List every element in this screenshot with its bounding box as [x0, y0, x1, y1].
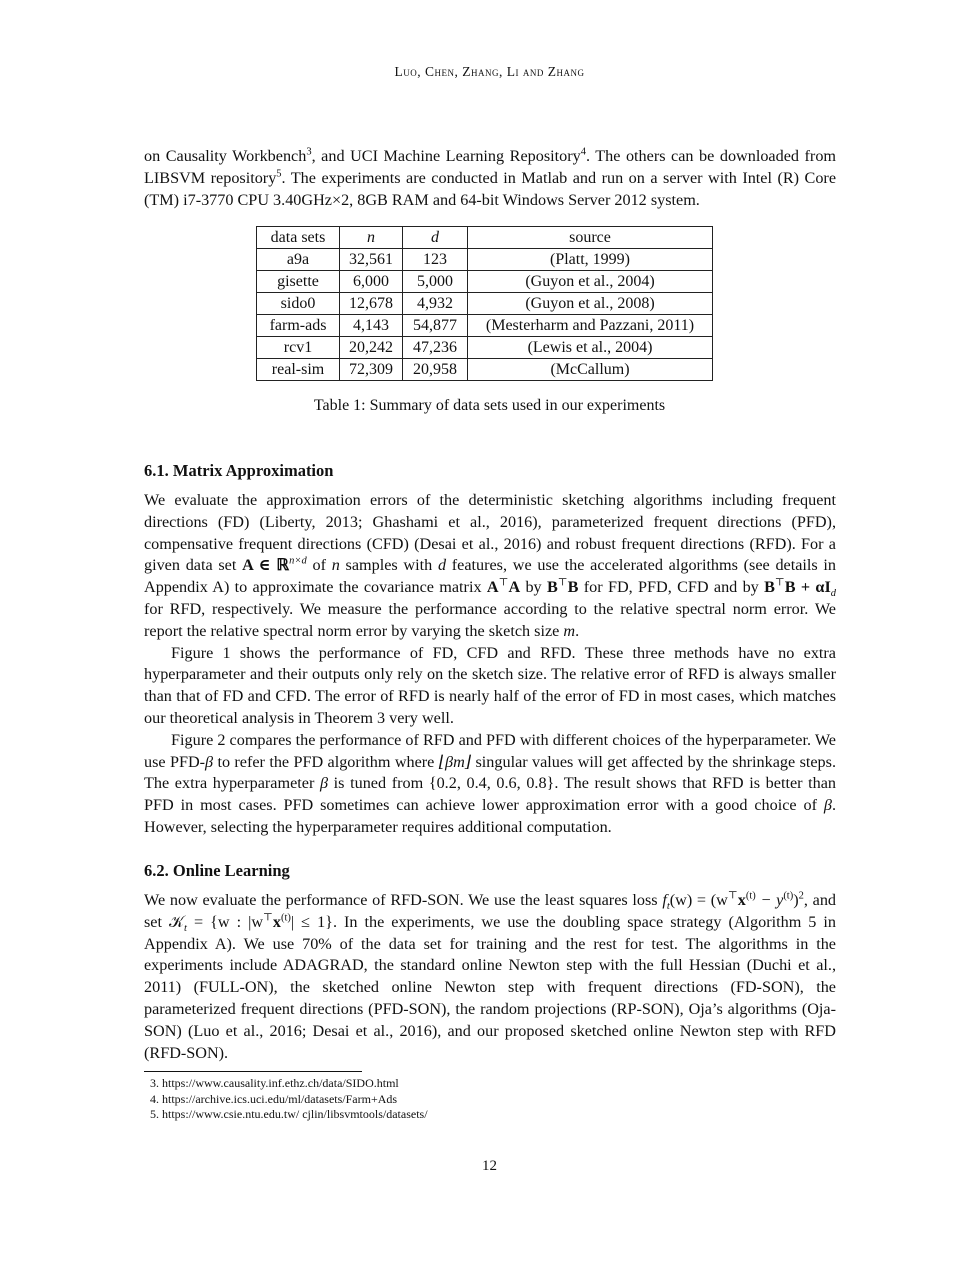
- intro-text-4: . The experiments are conducted in Matlab and run on a server with Intel (R) Core (TM) i7-3770 CPU 3.40GHz×2, 8GB RAM and 64-bit Windows Server 2012 system.: [144, 168, 837, 209]
- col-header-d: d: [403, 227, 468, 249]
- text-run: singular values will get affected by the shrinkage steps. The extra hyperparameter: [144, 752, 836, 793]
- paragraph-6-1-c: [144, 730, 836, 839]
- text-run: features, we use the accelerated algorithms (see details in Appendix A) to approximate the covariance matrix: [144, 556, 837, 597]
- math-loss: $f_t(w) = (w^⊤x^{(t)} - y^{(t)})^2$: [662, 890, 804, 913]
- text-run: Figure 2 compares the performance of RFD and PFD with different choices of the hyperparameter. We use PFD-: [144, 730, 836, 771]
- intro-text-1: on Causality Workbench: [144, 147, 307, 165]
- table-row: [257, 271, 713, 293]
- datasets-table-wrap: [256, 226, 713, 381]
- table-cell: 123: [403, 249, 468, 271]
- table-cell: 20,242: [340, 337, 403, 359]
- math-BtB: B⊤B: [546, 577, 579, 597]
- intro-paragraph: [144, 146, 836, 211]
- table-cell: sido0: [257, 293, 340, 315]
- text-run: to refer the PFD algorithm where: [213, 752, 439, 771]
- text-run: . In the experiments, we use the doubling space strategy (Algorithm 5 in Appendix A). We use 70% of the data set for training and the rest for test. The algorithms in the experiments include ADAGRAD, the standard online Newton step with the full Hessian (Duchi et al., 2011) (FULL-ON), the sketched online Newton step with frequent directions (FD-SON), the parameterized frequent directions (PFD-SON), the random projections (RP-SON), Oja’s algorithms (Oja-SON) (Luo et al., 2016; Desai et al., 2016), and our proposed sketched online Newton step with RFD (RFD-SON).: [144, 912, 836, 1062]
- text-run: We evaluate the approximation errors of the deterministic sketching algorithms including frequent directions (FD) (Liberty, 2013; Ghashami et al., 2016), parameterized frequent directions (PFD), compensative frequent directions (CFD) (Desai et al., 2016) and robust frequent directions (RFD). For a given data set: [144, 491, 836, 575]
- math-floor-beta-m: ⌊βm⌋: [438, 752, 472, 771]
- footnote-4[interactable]: 4. https://archive.ics.uci.edu/ml/datasets/Farm+Ads: [150, 1091, 398, 1106]
- section-heading-6-2: 6.2. Online Learning: [144, 861, 290, 880]
- math-beta-set: {0.2, 0.4, 0.6, 0.8}: [428, 774, 555, 793]
- table-cell: (Guyon et al., 2008): [468, 293, 713, 315]
- table-cell: (Lewis et al., 2004): [468, 337, 713, 359]
- text-run: for FD, PFD, CFD and by: [578, 578, 765, 597]
- footnote-ref-4[interactable]: 4: [580, 146, 586, 158]
- datasets-table: [256, 226, 713, 381]
- col-header-n: n: [340, 227, 403, 249]
- text-run: by: [520, 578, 547, 597]
- table-cell: real-sim: [257, 359, 340, 381]
- footnote-3[interactable]: 3. https://www.causality.inf.ethz.ch/data/SIDO.html: [150, 1076, 399, 1090]
- math-n: n: [331, 556, 340, 575]
- table-cell: 54,877: [403, 315, 468, 337]
- text-run: for RFD, respectively. We measure the performance according to the relative spectral norm error. We report the relative spectral norm error by varying the sketch size: [144, 599, 836, 640]
- math-d: d: [437, 556, 447, 575]
- table-cell: 72,309: [340, 359, 403, 381]
- footnote-ref-3[interactable]: 3: [306, 146, 312, 158]
- footnote-divider: [144, 1071, 362, 1072]
- paragraph-6-2-a: [144, 890, 836, 1064]
- math-beta: β: [319, 774, 329, 793]
- table-row: [257, 315, 713, 337]
- table-caption: Table 1: Summary of data sets used in our experiments: [313, 397, 666, 414]
- col-header-source: source: [468, 227, 713, 249]
- text-run: . The result shows that RFD is better than PFD in most cases. PFD sometimes can achieve lower approximation error with a good choice of: [144, 774, 837, 815]
- table-cell: gisette: [257, 271, 340, 293]
- table-cell: (McCallum): [468, 359, 713, 381]
- intro-text-2: , and UCI Machine Learning Repository: [311, 147, 581, 165]
- text-run: of: [306, 556, 332, 575]
- table-cell: farm-ads: [257, 315, 340, 337]
- table-cell: 6,000: [340, 271, 403, 293]
- table-cell: 20,958: [403, 359, 468, 381]
- table-row: [257, 293, 713, 315]
- section-6-1: [144, 461, 836, 839]
- text-run: , and set: [144, 891, 837, 931]
- table-row: [257, 359, 713, 381]
- table-cell: (Guyon et al., 2004): [468, 271, 713, 293]
- math-constraint-set: 𝒦$_t$ = {w : $|w^⊤x^{(t)}| \le 1$}: [169, 912, 333, 935]
- math-AtA: A⊤A: [486, 577, 521, 597]
- table-header-row: [257, 227, 713, 249]
- table-cell: 47,236: [403, 337, 468, 359]
- col-header-datasets: data sets: [257, 227, 340, 249]
- math-A-in-R: A ∈ ℝ$^{n\times d}$: [242, 556, 307, 575]
- text-run: . However, selecting the hyperparameter requires additional computation.: [144, 796, 836, 836]
- section-heading-6-1: 6.1. Matrix Approximation: [144, 461, 334, 480]
- table-cell: a9a: [257, 249, 340, 271]
- footnote-5[interactable]: 5. https://www.csie.ntu.edu.tw/ cjlin/libsvmtools/datasets/: [150, 1107, 428, 1121]
- table-cell: 32,561: [340, 249, 403, 271]
- footnotes: [150, 1076, 428, 1123]
- table-row: [257, 249, 713, 271]
- paragraph-6-1-a: [144, 490, 836, 643]
- table-row: [257, 337, 713, 359]
- table-cell: 4,932: [403, 293, 468, 315]
- math-BtB-alphaI: $B^⊤B + \alpha I_d$: [764, 577, 836, 600]
- table-cell: 12,678: [340, 293, 403, 315]
- math-beta: β: [205, 752, 214, 771]
- running-header: Luo, Chen, Zhang, Li and Zhang: [394, 64, 585, 79]
- text-run: We now evaluate the performance of RFD-SON. We use the least squares loss: [144, 891, 663, 909]
- table-cell: 4,143: [340, 315, 403, 337]
- text-run: .: [575, 621, 580, 640]
- text-run: samples with: [339, 556, 438, 575]
- math-m: m: [563, 621, 576, 640]
- page-number: 12: [482, 1158, 497, 1174]
- table-cell: 5,000: [403, 271, 468, 293]
- intro-text-3: . The others can be downloaded from LIBSVM repository: [144, 147, 836, 187]
- paragraph-6-1-b: Figure 1 shows the performance of FD, CFD and RFD. These three methods have no extra hyperparameter and their outputs only rely on the sketch size. The relative error of RFD is always smaller than that of FD and CFD. The error of RFD is nearly half of the error of FD in most cases, which matches our theoretical analysis in Theorem 3 very well.: [144, 643, 836, 727]
- section-6-2: [144, 861, 836, 1064]
- math-beta: β: [823, 796, 832, 815]
- text-run: is tuned from: [328, 774, 429, 793]
- table-cell: (Mesterharm and Pazzani, 2011): [468, 315, 713, 337]
- footnote-ref-5[interactable]: 5: [276, 168, 282, 180]
- table-cell: (Platt, 1999): [468, 249, 713, 271]
- table-cell: rcv1: [257, 337, 340, 359]
